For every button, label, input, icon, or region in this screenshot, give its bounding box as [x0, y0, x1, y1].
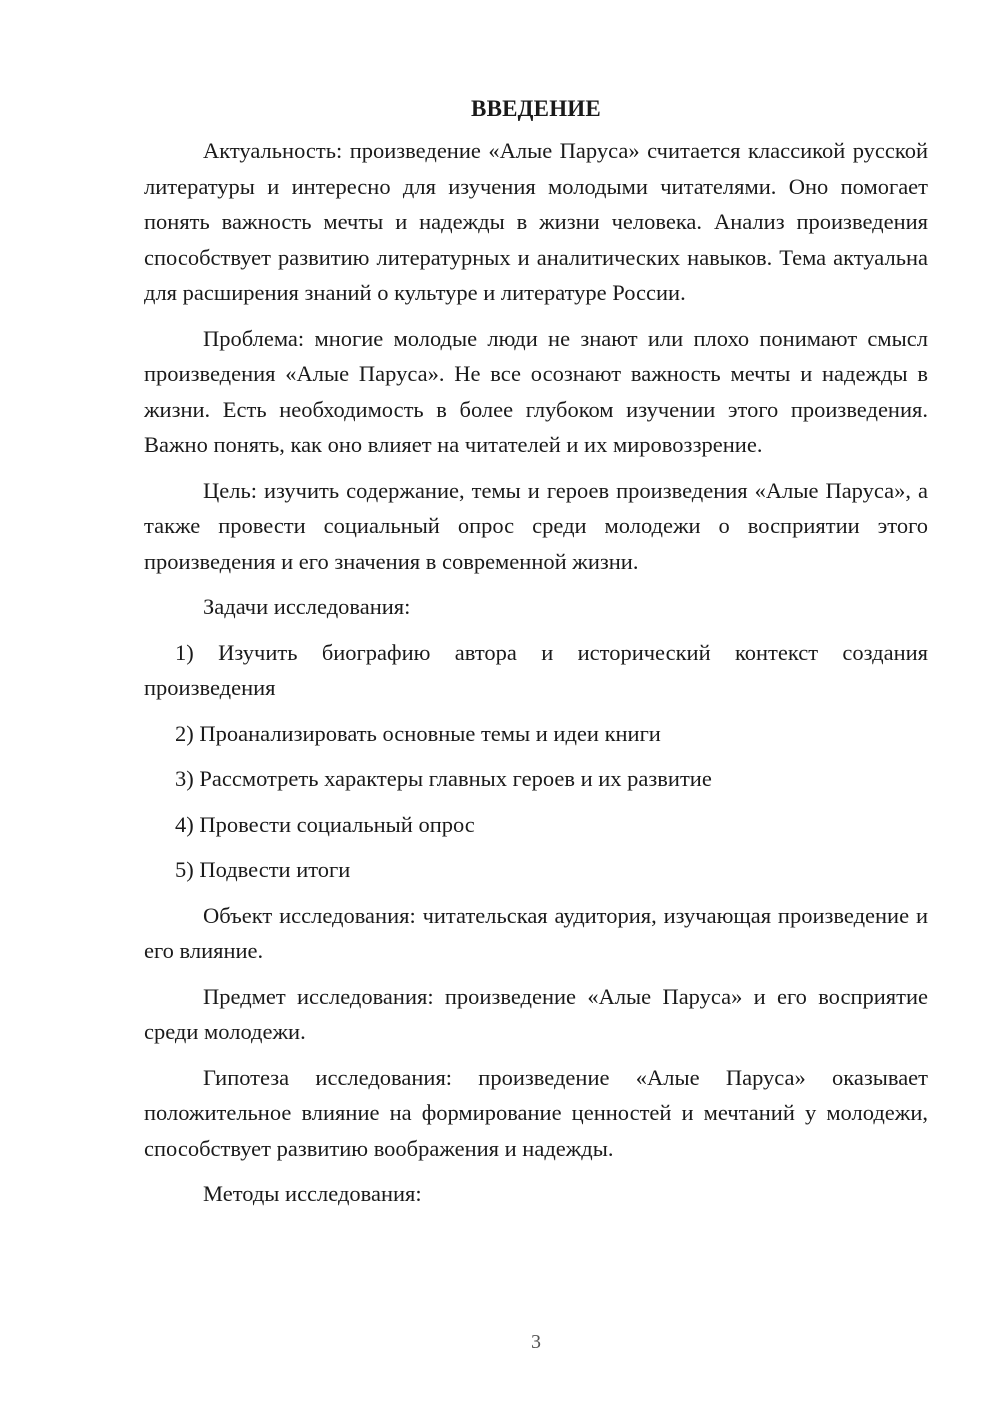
task-item-4: 4) Провести социальный опрос — [175, 811, 475, 837]
actuality-paragraph: Актуальность: произведение «Алые Паруса» считается классикой русской литературы и интересно для изучения молодыми читателями. Оно помогает понять важность мечты и надежды в жизни человека. Анализ произведения способствует развитию литературных и аналитических навыков. Тема актуальна для расширения знаний о культуре и литературе России. — [144, 138, 928, 305]
goal-paragraph: Цель: изучить содержание, темы и героев произведения «Алые Паруса», а также провести социальный опрос среди молодежи о восприятии этого произведения и его значения в современной жизни. — [144, 477, 928, 574]
task-item-2: 2) Проанализировать основные темы и идеи книги — [175, 720, 661, 746]
methods-heading: Методы исследования: — [203, 1181, 422, 1206]
section-title: ВВЕДЕНИЕ — [471, 96, 601, 121]
object-paragraph: Объект исследования: читательская аудитория, изучающая произведение и его влияние. — [144, 902, 928, 963]
document-page — [144, 92, 928, 1222]
task-item-5: 5) Подвести итоги — [175, 857, 351, 882]
tasks-heading: Задачи исследования: — [203, 594, 411, 619]
task-item-3: 3) Рассмотреть характеры главных героев и их развитие — [175, 766, 712, 791]
subject-paragraph: Предмет исследования: произведение «Алые Паруса» и его восприятие среди молодежи. — [144, 983, 928, 1044]
page-number: 3 — [531, 1331, 541, 1353]
hypothesis-paragraph: Гипотеза исследования: произведение «Алые Паруса» оказывает положительное влияние на формирование ценностей и мечтаний у молодежи, способствует развитию воображения и надежды. — [144, 1064, 928, 1161]
task-item-1: 1) Изучить биографию автора и исторический контекст создания произведения — [144, 639, 928, 700]
problem-paragraph: Проблема: многие молодые люди не знают или плохо понимают смысл произведения «Алые Паруса». Не все осознают важность мечты и надежды в жизни. Есть необходимость в более глубоком изучении этого произведения. Важно понять, как оно влияет на читателей и их мировоззрение. — [144, 325, 928, 457]
